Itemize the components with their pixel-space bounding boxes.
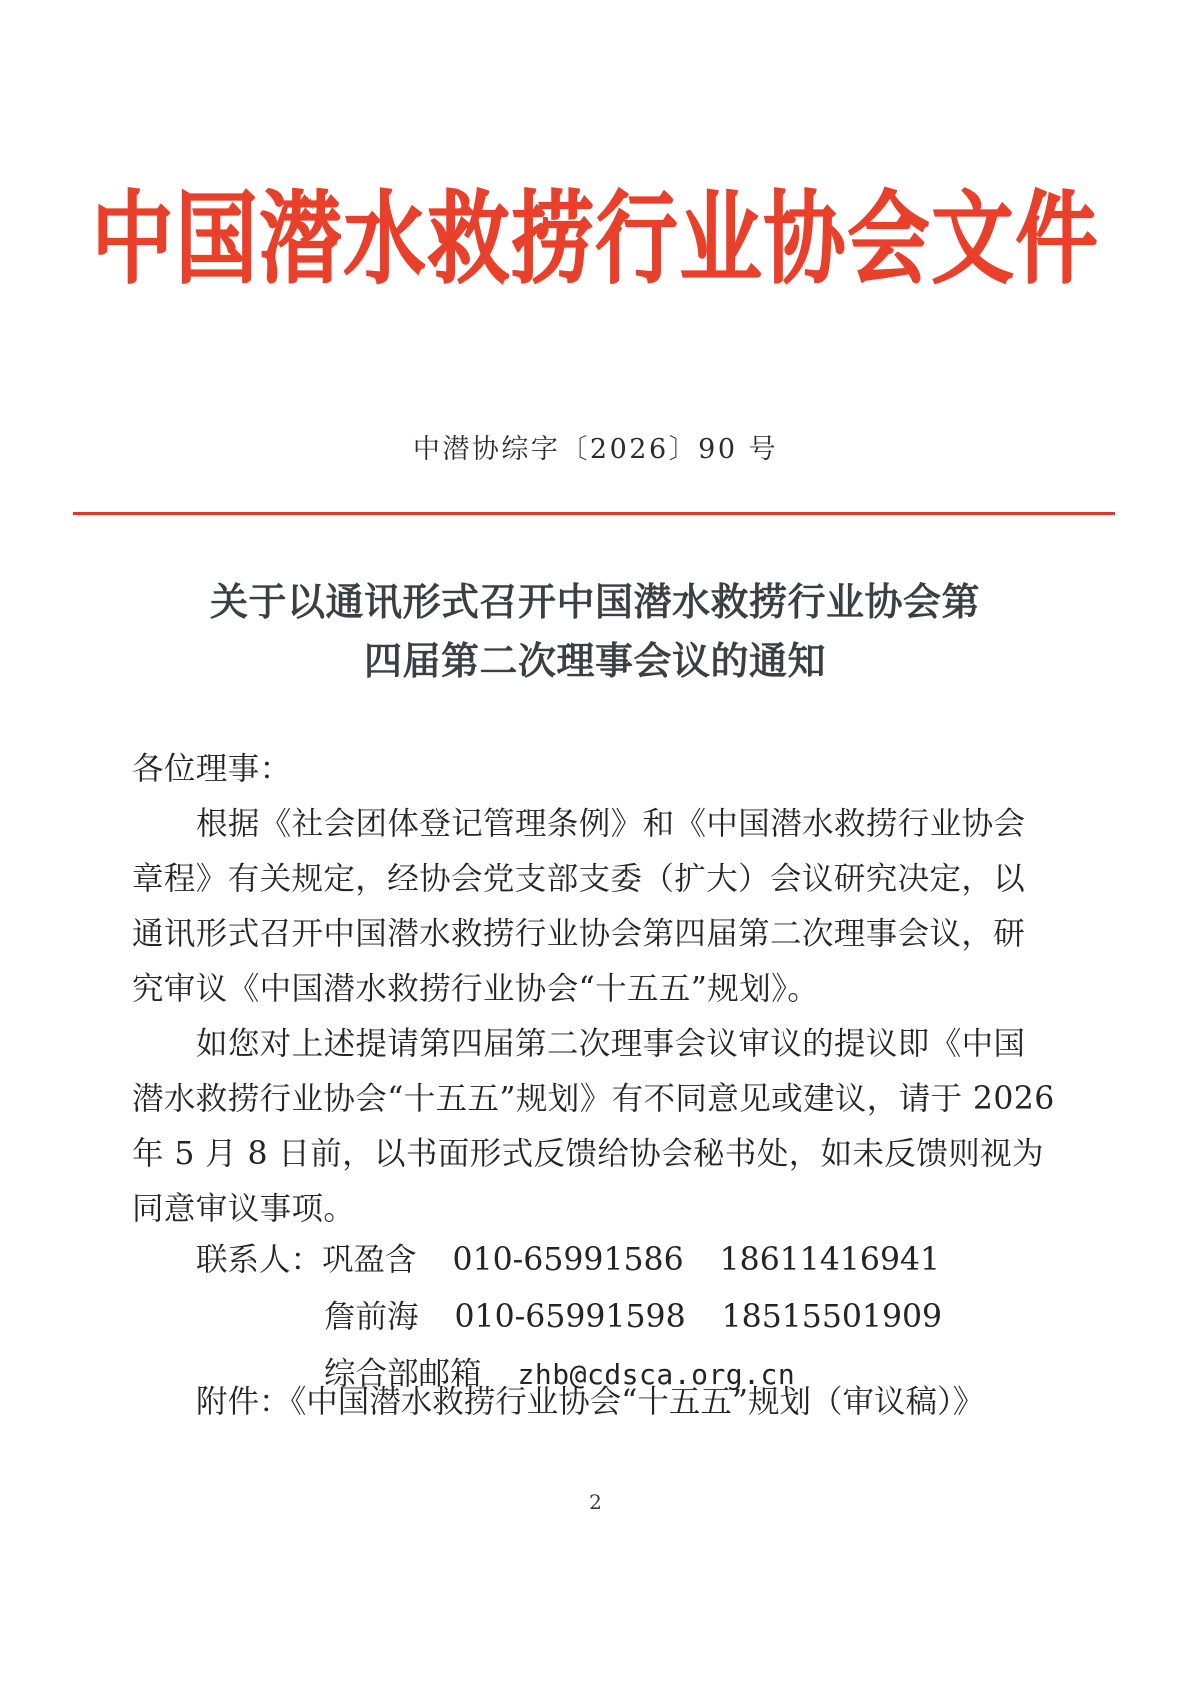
paragraph-1 bbox=[132, 797, 1026, 1017]
email-label: 综合部邮箱 bbox=[324, 1356, 482, 1392]
page-number: 2 bbox=[589, 1490, 602, 1514]
contact-row-secondary bbox=[132, 1289, 1008, 1346]
document-body bbox=[132, 742, 1055, 1237]
contact-name-1: 巩盈含 bbox=[322, 1242, 417, 1278]
paragraph-2-line-2: 潜水救捞行业协会“十五五”规划》有不同意见或建议，请于 2026 bbox=[132, 1081, 1055, 1117]
contact-office-phone-1: 010-65991586 bbox=[452, 1242, 684, 1278]
contact-office-phone-2: 010-65991598 bbox=[454, 1299, 686, 1335]
contact-mobile-1: 18611416941 bbox=[719, 1242, 941, 1278]
paragraph-2-line-3: 年 5 月 8 日前，以书面形式反馈给协会秘书处，如未反馈则视为 bbox=[132, 1136, 1044, 1172]
paragraph-2-line-4: 同意审议事项。 bbox=[132, 1191, 356, 1227]
red-divider-rule bbox=[73, 512, 1115, 515]
paragraph-2-line-1: 如您对上述提请第四届第二次理事会议审议的提议即《中国 bbox=[196, 1026, 1026, 1062]
contact-label: 联系人： bbox=[196, 1242, 323, 1278]
attachment-line: 附件：《中国潜水救捞行业协会“十五五”规划（审议稿）》 bbox=[196, 1384, 985, 1420]
paragraph-2 bbox=[132, 1017, 1055, 1237]
title-line-1: 关于以通讯形式召开中国潜水救捞行业协会第 bbox=[209, 579, 980, 624]
paragraph-1-line-4: 究审议《中国潜水救捞行业协会“十五五”规划》。 bbox=[132, 971, 820, 1007]
paragraph-1-line-3: 通讯形式召开中国潜水救捞行业协会第四届第二次理事会议，研 bbox=[132, 916, 1026, 952]
email-address: zhb@cdsca.org.cn bbox=[517, 1358, 796, 1391]
contact-name-2: 詹前海 bbox=[324, 1299, 419, 1335]
document-number: 中潜协综字〔2026〕90 号 bbox=[412, 434, 779, 465]
document-title bbox=[130, 572, 1060, 690]
paragraph-1-line-2: 章程》有关规定，经协会党支部支委（扩大）会议研究决定，以 bbox=[132, 861, 1026, 897]
contact-mobile-2: 18515501909 bbox=[721, 1299, 943, 1335]
masthead-title: 中国潜水救捞行业协会文件 bbox=[91, 180, 1100, 298]
title-line-2: 四届第二次理事会议的通知 bbox=[363, 638, 826, 683]
contact-row-primary bbox=[132, 1232, 1008, 1289]
salutation: 各位理事： bbox=[132, 751, 292, 787]
paragraph-1-line-1: 根据《社会团体登记管理条例》和《中国潜水救捞行业协会 bbox=[196, 806, 1026, 842]
masthead bbox=[0, 180, 1191, 298]
